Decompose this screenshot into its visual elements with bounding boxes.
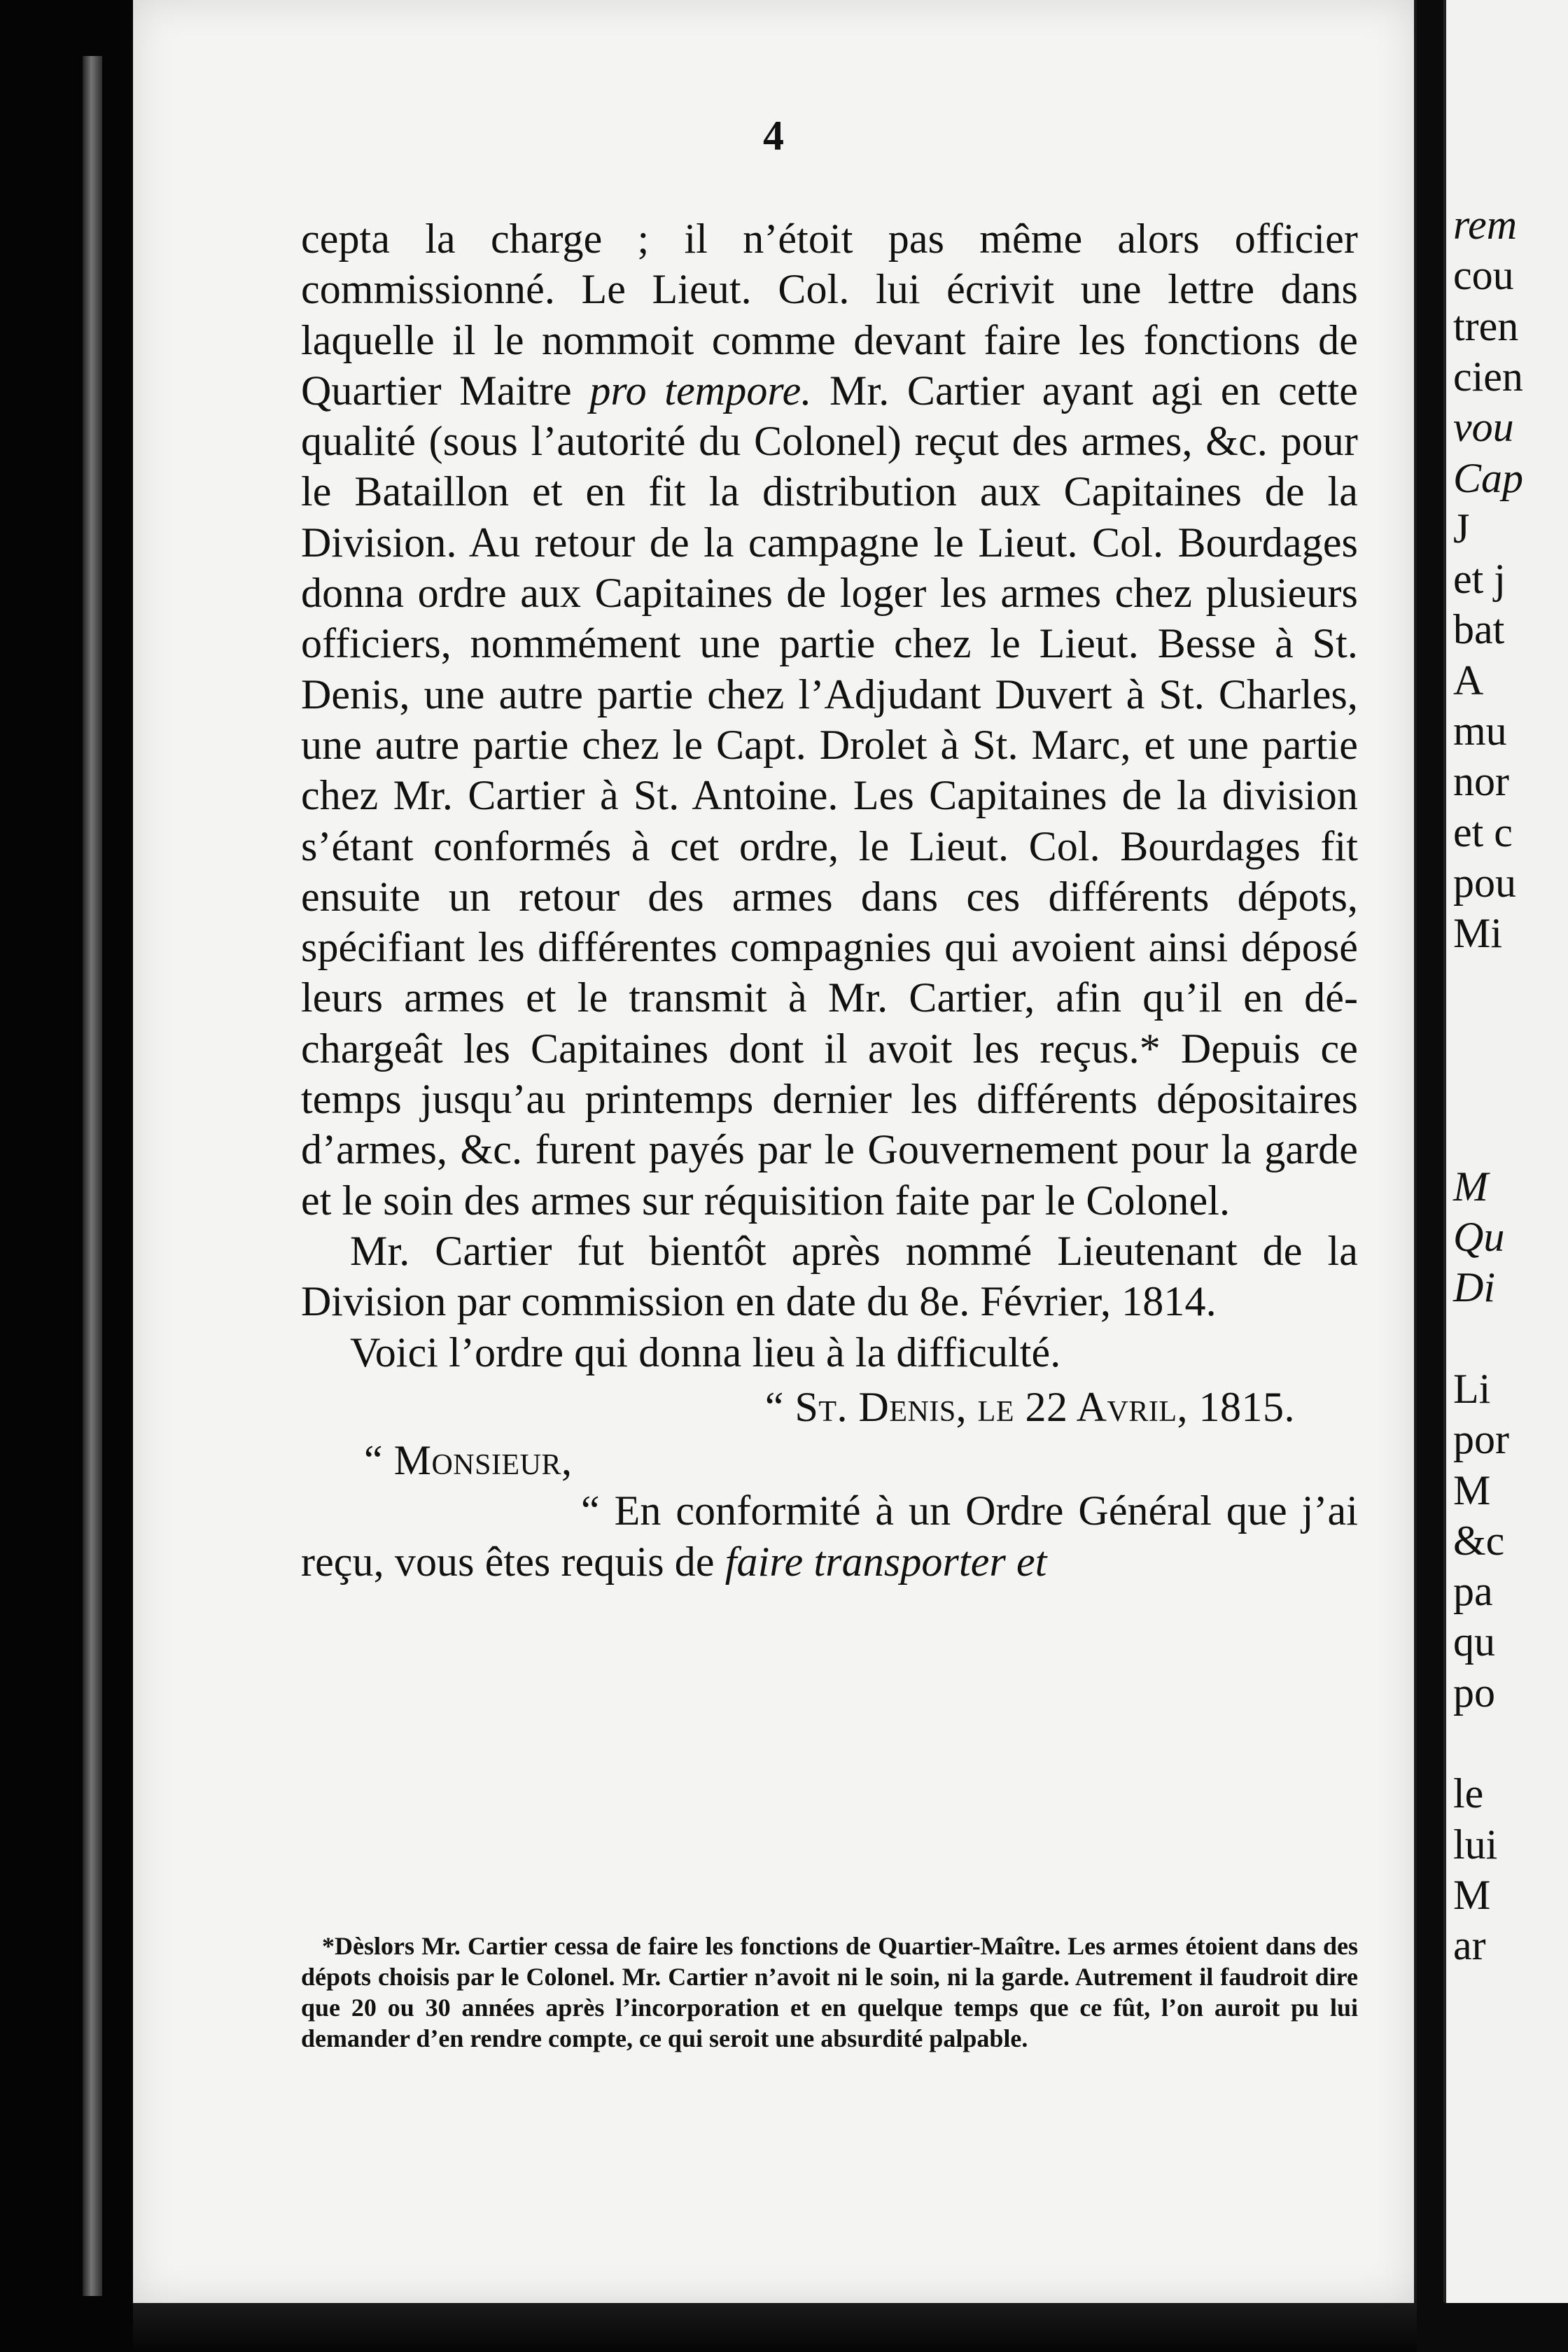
adjacent-line: cien <box>1453 353 1523 400</box>
adjacent-line: &c <box>1453 1517 1505 1564</box>
adjacent-line: M <box>1453 1163 1488 1210</box>
adjacent-line: A <box>1453 657 1484 704</box>
adjacent-line: nor <box>1453 758 1509 805</box>
adjacent-line: Li <box>1453 1365 1491 1412</box>
footnote <box>301 1931 1358 2054</box>
pro-tempore-italic: pro tempore. <box>589 367 812 414</box>
left-gutter <box>0 0 133 2352</box>
page-bottom-shadow <box>133 2303 1417 2352</box>
adjacent-line: mu <box>1453 708 1507 754</box>
adjacent-line: vou <box>1453 404 1514 451</box>
adjacent-line: rem <box>1453 202 1518 248</box>
adjacent-line: Cap <box>1453 454 1524 501</box>
adjacent-line: ar <box>1453 1922 1486 1969</box>
adjacent-line: M <box>1453 1871 1491 1918</box>
adjacent-line: et c <box>1453 808 1513 855</box>
paragraph-1-start: cepta la charge ; il n’étoit pas même alors officier commissionné. Le Lieut. Col. lui écrivit une lettre dans laquelle il le nommoit comme devant faire les fonctions de Quartier Maitre <box>301 216 1358 414</box>
adjacent-line: Mi <box>1453 910 1503 957</box>
adjacent-line: pa <box>1453 1568 1493 1615</box>
adjacent-line: bat <box>1453 606 1505 653</box>
book-page <box>133 0 1417 2303</box>
adjacent-line: et j <box>1453 556 1506 603</box>
letter-salutation: “ Monsieur, <box>364 1437 573 1484</box>
adjacent-line: po <box>1453 1669 1495 1716</box>
adjacent-line: por <box>1453 1416 1509 1463</box>
body-text <box>301 214 1358 1587</box>
paragraph-2: Mr. Cartier fut bientôt après nommé Lieutenant de la Division par commission en date du 8e. Février, 1814. <box>301 1227 1358 1325</box>
paragraph-1 <box>301 214 1358 1226</box>
adjacent-line: lui <box>1453 1821 1498 1868</box>
letter-body-italic: faire transporter et <box>724 1538 1047 1585</box>
letter-body <box>301 1485 1358 1587</box>
paragraph-1-rest: Mr. Cartier ayant agi en cette qualité (sous l’autorité du Colonel) reçut des armes, &c. pour le Bataillon et en fit la distribution aux Capitaines de la Division. Au retour de la campagne le Lieut. Col. Bourdages donna ordre aux Capitaines de loger les armes chez plusieurs officiers, nommément une partie chez le Lieut. Besse à St. Denis, une autre partie chez l’Adjudant Duvert à St. Charles, une autre partie chez le Capt. Drolet à St. Marc, et une partie chez Mr. Cartier à St. Antoine. Les Capitaines de la division s’étant conformés à cet ordre, le Lieut. Col. Bourdages fit ensuite un retour des armes dans ces différents dépots, spécifiant les différentes compagnies qui avoient ainsi déposé leurs armes et le transmit à Mr. Cartier, afin qu’il en déchargeât les Capitaines dont il avoit les reçus.* Depuis ce temps jusqu’au printemps dernier les différents dépositaires d’armes, &c. furent payés par le Gouvernement pour la garde et le soin des armes sur réquisition faite par le Colonel. <box>301 367 1358 1224</box>
letter-body-start: “ En conformité à un Ordre Général que j’ai reçu, vous êtes requis de <box>301 1488 1358 1585</box>
adjacent-line: pou <box>1453 859 1516 906</box>
letter-dateline: “ St. Denis, le 22 Avril, 1815. <box>764 1383 1295 1430</box>
adjacent-page-fragment <box>1443 0 1568 2303</box>
page-edge-strip <box>83 56 102 2296</box>
adjacent-line: tren <box>1453 302 1519 349</box>
adjacent-line: qu <box>1453 1618 1495 1665</box>
adjacent-line: J <box>1453 505 1470 552</box>
adjacent-line: Di <box>1453 1264 1495 1311</box>
adjacent-line: le <box>1453 1770 1484 1817</box>
adjacent-line: M <box>1453 1466 1491 1513</box>
page-number: 4 <box>763 113 784 159</box>
paragraph-3: Voici l’ordre qui donna lieu à la difficulté. <box>350 1329 1061 1376</box>
footnote-text: *Dèslors Mr. Cartier cessa de faire les fonctions de Quartier-Maître. Les armes étoient dans des dépots choisis par le Colonel. Mr. Cartier n’avoit ni le soin, ni la garde. Autrement il faudroit dire que 20 ou 30 années après l’incorporation et en quelque temps que ce fût, l’on auroit pu lui demander d’en rendre compte, ce qui seroit une absurdité palpable. <box>301 1932 1358 2052</box>
adjacent-line: cou <box>1453 252 1514 299</box>
adjacent-line: Qu <box>1453 1214 1505 1260</box>
